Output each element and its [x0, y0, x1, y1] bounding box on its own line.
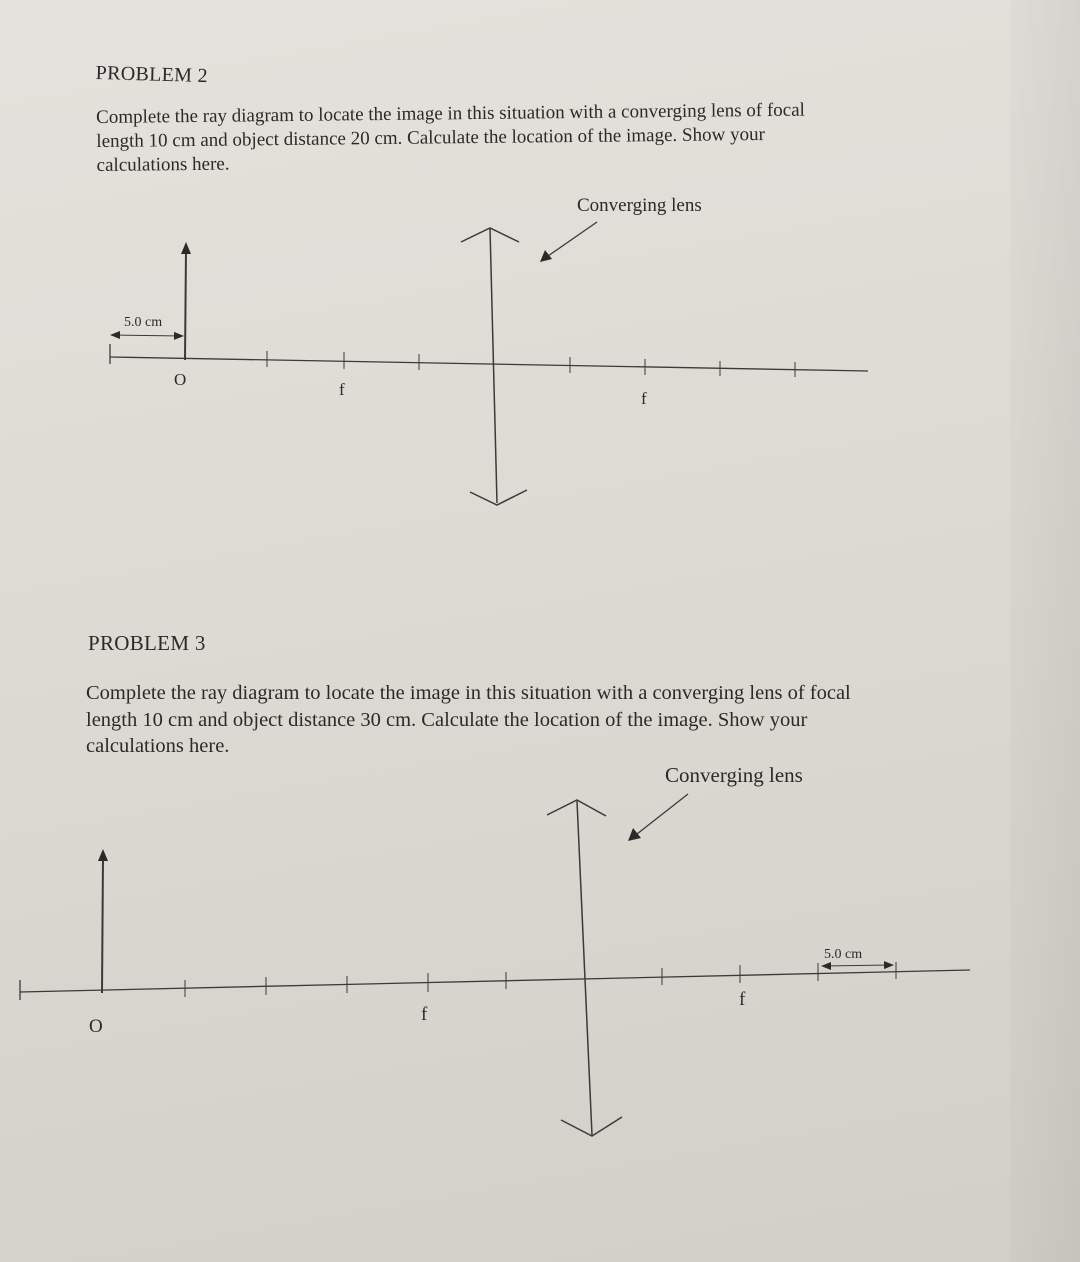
- problem-3-lens-pointer-head: [628, 828, 641, 841]
- problem-3-text-line-2: length 10 cm and object distance 30 cm. Calculate the location of the image. Show your: [86, 708, 808, 731]
- problem-3-heading: PROBLEM 3: [88, 631, 206, 655]
- problem-3-scale-bar-left-head: [821, 962, 831, 970]
- problem-3-scale-bar: [823, 965, 893, 966]
- problem-2-focal-label-right: f: [641, 389, 647, 408]
- problem-3-diagram: [20, 794, 970, 1136]
- problem-3-optical-axis: [20, 970, 970, 992]
- problem-3-lens: [577, 801, 592, 1135]
- problem-3-scale-label: 5.0 cm: [824, 947, 863, 962]
- problem-2-text-line-3: calculations here.: [96, 153, 230, 176]
- problem-2-object-arrow: [185, 250, 186, 360]
- problem-2-text-line-2: length 10 cm and object distance 20 cm. Calculate the location of the image. Show your: [96, 123, 765, 152]
- problem-2-lens-label: Converging lens: [577, 195, 702, 216]
- problem-2-object-arrowhead: [181, 242, 191, 254]
- problem-3-focal-label-right: f: [739, 989, 746, 1010]
- problem-2-optical-axis: [110, 357, 868, 371]
- problem-2-focal-label-left: f: [339, 380, 345, 399]
- problem-2-heading: PROBLEM 2: [95, 62, 209, 88]
- problem-3-object-arrowhead: [98, 849, 108, 861]
- problem-2-lens: [490, 228, 497, 503]
- problem-3-object-arrow: [102, 858, 103, 993]
- problem-3-object-label: O: [89, 1016, 103, 1037]
- problem-2-scale-bar: [112, 335, 183, 336]
- problem-2-lens-bottom-arrow: [470, 490, 527, 505]
- problem-2-object-label: O: [174, 370, 187, 389]
- problem-3-lens-label: Converging lens: [665, 763, 803, 787]
- problem-2-scale-bar-left-head: [110, 331, 120, 339]
- problem-2-text-line-1: Complete the ray diagram to locate the image in this situation with a converging lens of focal: [96, 99, 805, 128]
- problem-3-text-line-1: Complete the ray diagram to locate the image in this situation with a converging lens of focal: [86, 682, 851, 704]
- problem-3-focal-label-left: f: [421, 1004, 428, 1025]
- problem-2-scale-label: 5.0 cm: [124, 315, 163, 330]
- problem-2-lens-pointer: [548, 222, 597, 256]
- problem-3-lens-pointer: [637, 794, 688, 834]
- problem-2-lens-pointer-head: [540, 250, 552, 262]
- problem-2-diagram: [110, 222, 868, 505]
- problem-3-text-line-3: calculations here.: [86, 735, 230, 757]
